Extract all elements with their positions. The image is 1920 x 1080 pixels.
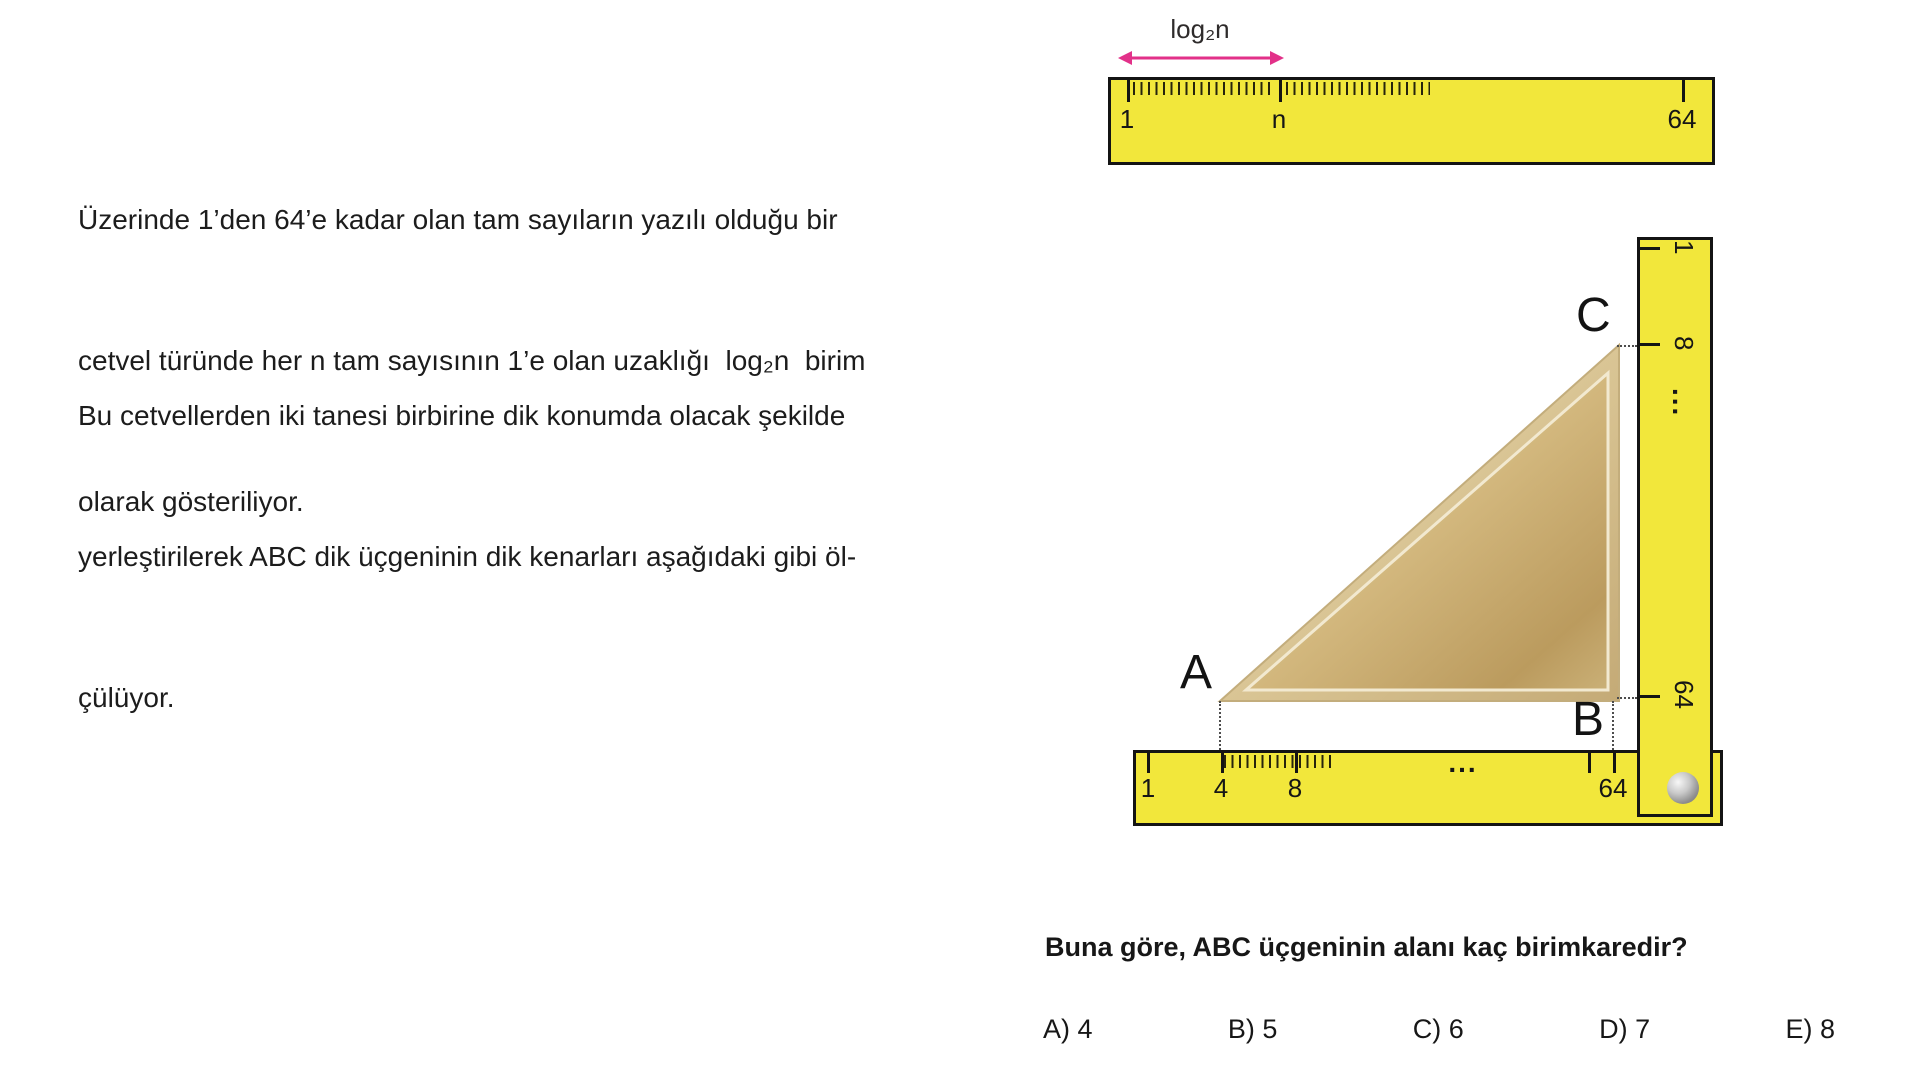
- answer-option-e: E) 8: [1785, 1014, 1835, 1044]
- double-arrow-icon: [1116, 47, 1286, 69]
- log2n-label: log₂n: [1170, 14, 1230, 44]
- problem-paragraph-2: [78, 298, 1058, 768]
- vertex-label-a: A: [1180, 646, 1213, 699]
- ruler-tick: [1613, 753, 1616, 773]
- ruler-tick: [1147, 753, 1150, 773]
- vertical-ruler: [1637, 237, 1713, 817]
- ruler-tick: [1127, 80, 1130, 102]
- answer-option-c: C) 6: [1412, 1014, 1464, 1044]
- vertex-label-c: C: [1576, 289, 1611, 342]
- dashed-guide-b-right: [1617, 697, 1637, 699]
- ruler-number: 4: [1213, 773, 1229, 803]
- ruler-minor-ticks: [1133, 82, 1272, 95]
- ruler-number: 8: [1669, 336, 1699, 351]
- triangle-abc: [1140, 335, 1660, 715]
- ruler-ellipsis: ...: [1667, 388, 1698, 418]
- question-text: Buna göre, ABC üçgeninin alanı kaç birimkaredir?: [1045, 932, 1688, 962]
- ruler-number: 8: [1287, 773, 1303, 803]
- answer-option-b: B) 5: [1227, 1014, 1278, 1044]
- ruler-number: 1: [1669, 240, 1699, 255]
- ruler-tick: [1279, 80, 1282, 102]
- paragraph-line: yerleştirilerek ABC dik üçgeninin dik kenarları aşağıdaki gibi öl-: [78, 541, 857, 572]
- answer-options-row: [1043, 1014, 1835, 1045]
- paragraph-line: çülüyor.: [78, 682, 175, 713]
- dashed-guide-a: [1219, 701, 1221, 750]
- ruler-tick: [1640, 343, 1660, 346]
- vertex-label-b: B: [1572, 693, 1605, 746]
- ruler-tick: [1682, 80, 1685, 102]
- ruler-tick: [1640, 695, 1660, 698]
- ruler-minor-ticks: [1286, 82, 1430, 95]
- paragraph-line: Bu cetvellerden iki tanesi birbirine dik konumda olacak şekilde: [78, 400, 846, 431]
- ruler-hole: [1667, 772, 1699, 804]
- ruler-number: 64: [1667, 104, 1697, 134]
- bottom-ruler: [1133, 747, 1723, 826]
- answer-option-d: D) 7: [1599, 1014, 1651, 1044]
- answer-option-a: A) 4: [1043, 1014, 1093, 1044]
- paragraph-line: Üzerinde 1’den 64’e kadar olan tam sayıların yazılı olduğu bir: [78, 204, 838, 235]
- ruler-tick: [1588, 753, 1591, 773]
- ruler-number: 1: [1119, 104, 1135, 134]
- top-ruler: [1108, 77, 1715, 165]
- dashed-guide-c: [1617, 345, 1637, 347]
- ruler-tick: [1640, 247, 1660, 250]
- ruler-number: 64: [1598, 773, 1628, 803]
- ruler-ellipsis: ...: [1448, 747, 1478, 778]
- dashed-guide-b-down: [1612, 701, 1614, 750]
- paragraph-line: olarak gösteriliyor.: [78, 486, 304, 517]
- ruler-number: 1: [1140, 773, 1156, 803]
- ruler-number: n: [1271, 104, 1287, 134]
- ruler-number: 64: [1669, 680, 1699, 709]
- paragraph-line: cetvel türünde her n tam sayısının 1’e olan uzaklığı log₂n birim: [78, 345, 866, 376]
- ruler-minor-ticks: [1224, 755, 1332, 768]
